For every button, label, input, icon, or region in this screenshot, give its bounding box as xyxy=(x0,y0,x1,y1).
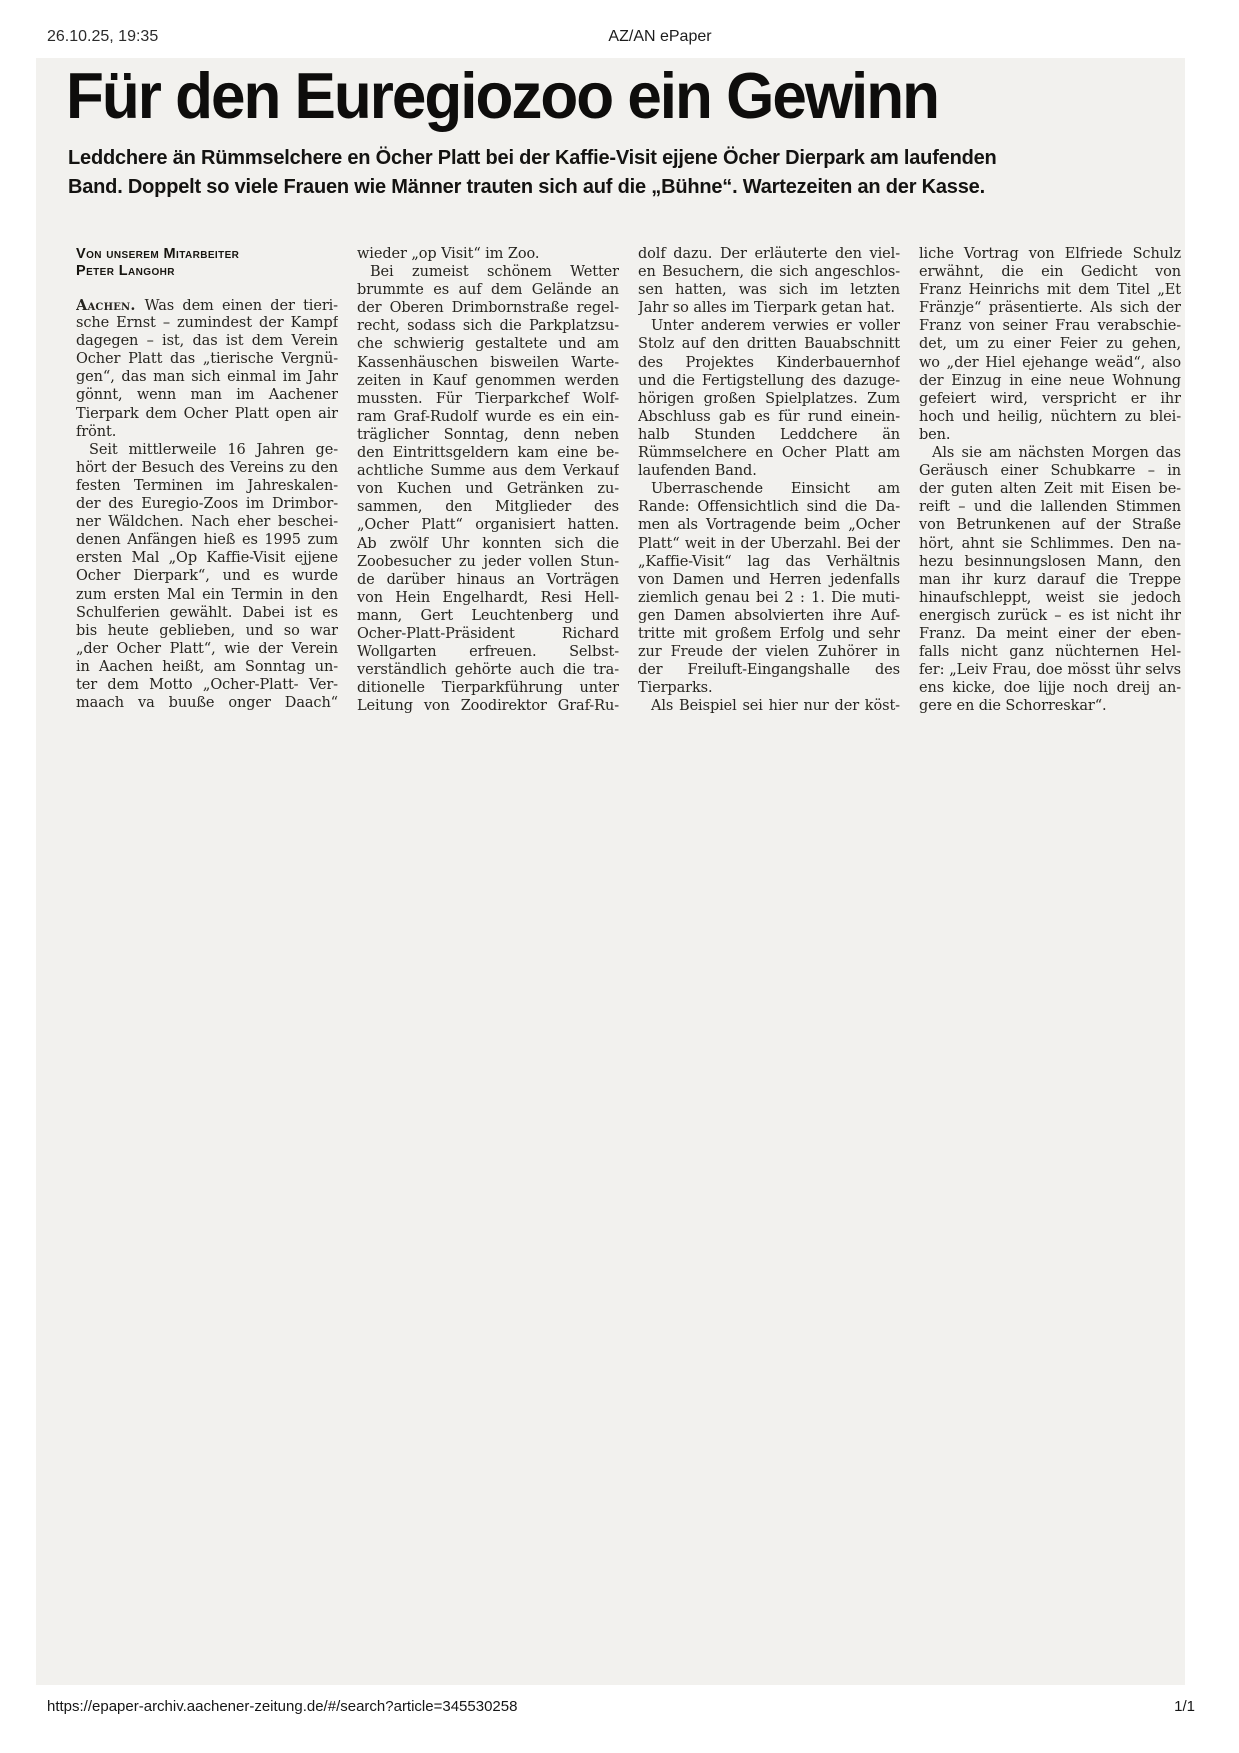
text-line: zeiten in Kauf genommen werden xyxy=(357,372,619,389)
article-column-2 xyxy=(357,246,619,716)
text-line: ens kicke, doe lijje noch dreij an- xyxy=(919,680,1181,697)
text-line: Öcher-Platt-Präsident Richard xyxy=(357,625,619,642)
print-footer-page-number: 1/1 xyxy=(1174,1698,1195,1715)
text-line: hoch und heilig, nüchtern zu blei- xyxy=(919,408,1181,425)
text-line: gere en die Schorreskar“. xyxy=(919,698,1107,715)
text-line: brummte es auf dem Gelände an xyxy=(357,282,619,299)
text-line: Franz von seiner Frau verabschie- xyxy=(919,318,1181,335)
paragraph xyxy=(638,481,900,698)
text-line: halb Stunden Leddchere än xyxy=(638,426,900,443)
text-line: zur Freude der vielen Zuhörer in xyxy=(638,644,900,661)
text-line: sen hatten, was sich im letzten xyxy=(638,282,900,299)
paragraph xyxy=(638,698,900,716)
text-line: denen Anfängen hieß es 1995 zum xyxy=(76,532,338,549)
text-line: ersten Mal „Op Kaffie-Visit ejjene xyxy=(76,550,338,567)
text-line: gefeiert wird, verspricht er ihr xyxy=(919,390,1181,407)
text-line: Abschluss gab es für rund einein- xyxy=(638,408,900,425)
text-line: in Aachen heißt, am Sonntag un- xyxy=(76,658,338,675)
text-line: che schwierig gestaltete und am xyxy=(357,336,619,353)
text-line: Jahr so alles im Tierpark getan hat. xyxy=(638,300,895,317)
text-line: bis heute geblieben, und so war xyxy=(76,622,338,639)
text-line: von Hein Engelhardt, Resi Hell- xyxy=(357,589,619,606)
text-line: ben. xyxy=(919,426,951,443)
text-line: Leitung von Zoodirektor Graf-Ru- xyxy=(357,698,619,715)
subtitle-line xyxy=(68,144,1078,173)
subtitle-segment: Leddchere än Rümmselchere en Öcher Platt bei der xyxy=(68,147,556,169)
text-line: und die Fertigstellung des dazuge- xyxy=(638,372,900,389)
text-line: Fränzje“ präsentierte. Als sich der xyxy=(919,300,1181,317)
byline-line: Von unserem Mitarbeiter xyxy=(76,246,240,262)
print-footer-url: https://epaper-archiv.aachener-zeitung.de/#/search?article=345530258 xyxy=(47,1698,518,1715)
text-line: en Besuchern, die sich angeschlos- xyxy=(638,264,900,281)
text-line: Öcher Platt das „tierische Vergnü- xyxy=(76,351,338,368)
article-headline: Für den Euregiozoo ein Gewinn xyxy=(66,60,939,133)
text-line: verständlich gehörte auch die tra- xyxy=(357,662,619,679)
article-subtitle xyxy=(68,144,1078,202)
text-line: „Kaffie-Visit“ lag das Verhältnis xyxy=(638,553,900,570)
text-line: Zoobesucher zu jeder vollen Stun- xyxy=(357,553,619,570)
byline-line: Peter Langohr xyxy=(76,263,175,279)
text-line: laufenden Band. xyxy=(638,463,757,480)
text-line: Kassenhäuschen bisweilen Warte- xyxy=(357,354,619,371)
text-line: liche Vortrag von Elfriede Schulz xyxy=(919,246,1181,262)
article-column-3 xyxy=(638,246,900,716)
paragraph xyxy=(919,445,1181,716)
text-line: Als sie am nächsten Morgen das xyxy=(932,445,1181,462)
article-body xyxy=(76,246,1181,716)
text-line: reift – und die lallenden Stimmen xyxy=(919,499,1181,516)
text-line: man ihr kurz darauf die Treppe xyxy=(919,571,1181,588)
text-line: den Eintrittsgeldern kam eine be- xyxy=(357,445,619,462)
text-line: gen“, das man sich einmal im Jahr xyxy=(76,369,338,386)
subtitle-segment: Band. Doppelt so viele Frauen wie Männer trauten sich auf die „Bühne“. Wartezeiten an der Kasse. xyxy=(68,176,985,198)
text-line: hinaufschleppt, weist sie jedoch xyxy=(919,589,1181,606)
text-line: fer: „Leiv Frau, doe mösst ühr selvs xyxy=(919,662,1181,679)
article-byline xyxy=(76,246,338,280)
text-line: Wollgarten erfreuen. Selbst- xyxy=(357,644,619,661)
text-line: men als Vortragende beim „Öcher xyxy=(638,517,900,534)
text-line: dolf dazu. Der erläuterte den viel- xyxy=(638,246,900,262)
text-line: Als Beispiel sei hier nur der köst- xyxy=(651,698,900,715)
text-line: wo „der Hiel ejehange weäd“, also xyxy=(919,354,1181,371)
article-scan xyxy=(36,58,1185,1685)
text-line: tritte mit großem Erfolg und sehr xyxy=(638,625,900,642)
text-line: hört der Besuch des Vereins zu den xyxy=(76,459,338,476)
article-column-4 xyxy=(919,246,1181,716)
text-line: ter dem Motto „Öcher-Platt- Ver- xyxy=(76,676,338,693)
text-line: „der Öcher Platt“, wie der Verein xyxy=(76,640,338,657)
text-line: gen Damen absolvierten ihre Auf- xyxy=(638,607,900,624)
text-line: festen Terminen im Jahreskalen- xyxy=(76,477,338,494)
text-line: Platt“ weit in der Überzahl. Bei der xyxy=(638,535,900,552)
text-line: träglicher Sonntag, denn neben xyxy=(357,426,619,443)
paragraph xyxy=(638,246,900,318)
paragraph xyxy=(76,442,338,713)
text-line: zum ersten Mal ein Termin in den xyxy=(76,586,338,603)
text-line: recht, sodass sich die Parkplatzsu- xyxy=(357,318,619,335)
paragraph xyxy=(357,246,619,264)
paragraph xyxy=(638,318,900,481)
text-line: Franz. Da meint einer der eben- xyxy=(919,625,1181,642)
text-line: det, um zu einer Feier zu gehen, xyxy=(919,336,1181,353)
text-line: falls nicht ganz nüchternen Hel- xyxy=(919,644,1181,661)
paragraph xyxy=(919,246,1181,445)
text-line: Tierpark dem Öcher Platt open air xyxy=(76,405,338,422)
print-header-app-title: AZ/AN ePaper xyxy=(608,28,712,45)
print-header-datetime: 26.10.25, 19:35 xyxy=(47,28,159,45)
dateline-lead: Aachen. xyxy=(76,297,145,314)
text-line: Franz Heinrichs mit dem Titel „Et xyxy=(919,282,1181,299)
subtitle-bold-segment: Kaffie-Visit ejjene Öcher Dierpark xyxy=(555,147,865,169)
paragraph xyxy=(76,297,338,442)
text-line: mann, Gert Leuchtenberg und xyxy=(357,607,619,624)
text-line: energisch zurück – es ist nicht ihr xyxy=(919,607,1181,624)
text-line: Tierparks. xyxy=(638,680,713,697)
text-line: frönt. xyxy=(76,423,117,440)
text-line: mussten. Für Tierparkchef Wolf- xyxy=(357,390,619,407)
subtitle-segment: am laufenden xyxy=(864,147,997,169)
text-line: ram Graf-Rudolf wurde es ein ein- xyxy=(357,408,619,425)
text-line: von Damen und Herren jedenfalls xyxy=(638,571,900,588)
text-line: Ab zwölf Uhr konnten sich die xyxy=(357,535,619,552)
text-line: des Projektes Kinderbauernhof xyxy=(638,354,900,371)
text-line: der des Euregio-Zoos im Drimbor- xyxy=(76,496,338,513)
text-line: Seit mittlerweile 16 Jahren ge- xyxy=(89,441,338,458)
text-line: „Öcher Platt“ organisiert hatten. xyxy=(357,517,619,534)
text-line: Rümmselchere en Öcher Platt am xyxy=(638,445,900,462)
text-line: Aachen. Was dem einen der tieri- xyxy=(76,297,338,314)
text-line: Geräusch einer Schubkarre – in xyxy=(919,463,1181,480)
text-line: sche Ernst – zumindest der Kampf xyxy=(76,315,338,332)
subtitle-line xyxy=(68,173,1078,202)
text-line: Unter anderem verwies er voller xyxy=(651,318,900,335)
article-column-1 xyxy=(76,246,338,716)
text-line: ner Wäldchen. Nach eher beschei- xyxy=(76,514,338,531)
text-line: gönnt, wenn man im Aachener xyxy=(76,387,338,404)
text-line: hört, ahnt sie Schlimmes. Den na- xyxy=(919,535,1181,552)
paragraph xyxy=(357,264,619,716)
text-line: wieder „op Visit“ im Zoo. xyxy=(357,246,540,262)
text-line: erwähnt, die ein Gedicht von xyxy=(919,264,1181,281)
text-line: der Freiluft-Eingangshalle des xyxy=(638,662,900,679)
text-line: achtliche Summe aus dem Verkauf xyxy=(357,463,619,480)
text-line: ziemlich genau bei 2 : 1. Die muti- xyxy=(638,589,900,606)
text-line: hezu besinnungslosen Mann, den xyxy=(919,553,1181,570)
text-line: ditionelle Tierparkführung unter xyxy=(357,680,619,697)
text-line: der Einzug in eine neue Wohnung xyxy=(919,372,1181,389)
text-line: von Kuchen und Getränken zu- xyxy=(357,481,619,498)
text-line: Schulferien gewählt. Dabei ist es xyxy=(76,604,338,621)
text-line: von Betrunkenen auf der Straße xyxy=(919,517,1181,534)
text-line: hörigen großen Spielplatzes. Zum xyxy=(638,390,900,407)
text-line: Stolz auf den dritten Bauabschnitt xyxy=(638,336,900,353)
text-line: Rande: Offensichtlich sind die Da- xyxy=(638,499,900,516)
text-line: sammen, den Mitglieder des xyxy=(357,499,619,516)
text-line: maach va buuße onger Daach“ xyxy=(76,695,338,712)
text-line: Bei zumeist schönem Wetter xyxy=(370,264,619,281)
text-line: der Oberen Drimbornstraße regel- xyxy=(357,300,619,317)
text-line: Überraschende Einsicht am xyxy=(651,481,900,498)
text-line: de darüber hinaus an Vorträgen xyxy=(357,571,619,588)
text-line: der guten alten Zeit mit Eisen be- xyxy=(919,481,1181,498)
text-line: dagegen – ist, das ist dem Verein xyxy=(76,333,338,350)
text-line: Öcher Dierpark“, und es wurde xyxy=(76,568,338,585)
